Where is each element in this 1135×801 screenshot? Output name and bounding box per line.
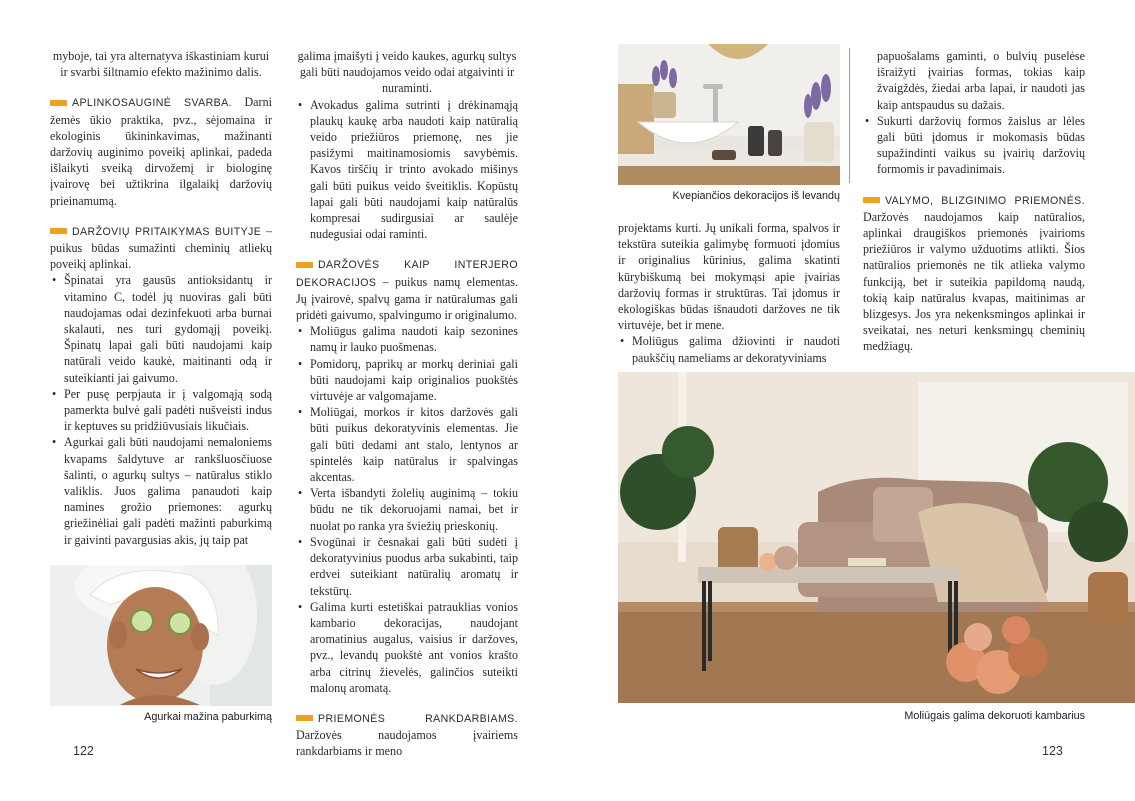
accent-bar bbox=[863, 197, 880, 203]
section-cleaning bbox=[863, 192, 1085, 355]
accent-bar bbox=[296, 262, 313, 268]
list-item: • Verta išbandyti žolelių auginimą – tokiu būdu ne tik dekoruojami namai, bet ir nuolat po ranka yra šviežių prieskonių. bbox=[296, 485, 518, 534]
page-number: 123 bbox=[1042, 744, 1063, 758]
list-item: • Špinatai yra gausūs antioksidantų ir vitamino C, todėl jų nuoviras gali būti naudojamas odai dezinfekuoti arba burnai skalauti, nes turi gydomąjį poveikį. Špinatų lapai gali būti naudojami kaip natūrali veido kaukė, maitinanti odą ir suteikianti jai gaivumo. bbox=[50, 272, 272, 385]
section-heading: PRIEMONĖS RANKDARBIAMS. bbox=[318, 712, 518, 725]
section-environmental bbox=[50, 94, 272, 208]
accent-bar bbox=[50, 228, 67, 234]
household-list bbox=[50, 272, 272, 547]
section-text: – puikus namų elementas. Jų įvairovė, spalvų gama ir natūralumas gali pridėti gaivumo, spalvingumo ir originalumo. bbox=[296, 274, 518, 323]
column-2 bbox=[296, 48, 518, 760]
section-heading: VALYMO, BLIZGINIMO PRIEMONĖS. bbox=[885, 194, 1085, 207]
section-heading: DARŽOVIŲ PRITAIKYMAS BUITYJE bbox=[72, 225, 262, 238]
section-household bbox=[50, 223, 272, 273]
lavender-bathroom-illustration bbox=[618, 44, 840, 185]
section-text: Daržovės naudojamos įvairiems rankdarbiams ir meno bbox=[296, 728, 518, 759]
section-text: Darni žemės ūkio praktika, pvz., sėjomaina ir ekologinis ūkininkavimas, mažinanti daržovių auginimo poveikį aplinkai, padeda išlaikyti sveiką dirvožemį ir biologinę įvairovę bei užtikrina ilgalaikį daržovių prieinamumą. bbox=[50, 95, 272, 208]
page-number: 122 bbox=[73, 744, 94, 758]
section-heading: APLINKOSAUGINĖ SVARBA. bbox=[72, 97, 232, 110]
column-divider bbox=[849, 48, 850, 183]
caption-cucumber: Agurkai mažina paburkimą bbox=[144, 711, 272, 723]
intro-paragraph: myboje, tai yra alternatyva iškastiniam kurui ir svarbi šiltnamio efekto mažinimo dalis. bbox=[52, 49, 270, 80]
cucumber-mask-illustration bbox=[50, 565, 272, 706]
caption-lavender: Kvepiančios dekoracijos iš levandų bbox=[672, 190, 840, 202]
list-item: papuošalams gaminti, o bulvių puselėse išraižyti įvairias formas, tokias kaip žvaigždės, žiedai arba lapai, ir naudoti jas kaip antspaudus su dažais. bbox=[877, 49, 1085, 112]
list-item: • Agurkai gali būti naudojami nemaloniems kvapams šaldytuve ar rankšluosčiuose šalinti, o agurkų sultys – natūralus stiklo valiklis. Juos galima panaudoti kaip namines grožio priemones: agurkų griežinėliai gali padėti mažinti paburkimą ir gaivinti pavargusias akis, jų taip pat bbox=[50, 434, 272, 547]
column-3 bbox=[618, 220, 840, 366]
list-item: • Sukurti daržovių formos žaislus ar lėles gali būti įdomus ir mokomasis būdas supažindinti vaikus su įvairių daržovių formomis ir pavadinimais. bbox=[863, 113, 1085, 178]
list-item: • Svogūnai ir česnakai gali būti sudėti į dekoratyvinius puodus arba sukabinti, taip erdvei suteikiant natūralių aromatų ir tekstūrų. bbox=[296, 534, 518, 599]
living-room-illustration bbox=[618, 372, 1135, 703]
accent-bar bbox=[296, 715, 313, 721]
list-item: • Moliūgai, morkos ir kitos daržovės gali būti puikus dekoratyvinis elementas. Jie gali būti dedami ant stalo, lentynos ar spintelės kaip natūralus ir spalvingas akcentas. bbox=[296, 404, 518, 485]
continued-text: galima įmaišyti į veido kaukes, agurkų sultys gali būti naudojamos veido odai atgaivinti ir nuraminti. bbox=[297, 49, 517, 96]
section-text: Daržovės naudojamos kaip natūralios, aplinkai draugiškos priemonės įvairioms priežiūros ir valymo užduotims atlikti. Šios natūralios priemonės ne tik atlieka valymo funkciją, bet ir suteikia papildomą naudą, tokią kaip natūralus kvapas, maitinimas ar blizgesys. Jos yra nekenksmingos aplinkai ir sveikatai, nes neturi kenksmingų cheminių medžiagų. bbox=[863, 209, 1085, 354]
section-heading: DARŽOVĖS KAIP INTERJERO DEKORACIJOS bbox=[296, 259, 518, 289]
crafts-continued: projektams kurti. Jų unikali forma, spalvos ir tekstūra suteikia galimybę formuoti įdomius ir originalius kūrinius, galima skatinti kūrybiškumą bei mokymąsi apie įvairias daržovių formas ir struktūras. Tai įdomus ir ekologiškas būdas išnaudoti daržoves ne tik virtuvėje, bet ir mene. bbox=[618, 221, 840, 333]
interior-list bbox=[296, 323, 518, 696]
list-item: • Galima kurti estetiškai patrauklias vonios kambario dekoracijas, naudojant aromatinius augalus, vaisius ir daržoves, pvz., levandų puokštė ant vonios krašto arba citrinų žievelės, galinčios suteikti malonų aromatą. bbox=[296, 599, 518, 696]
crafts-list bbox=[618, 333, 840, 365]
photo-cucumber-mask bbox=[50, 565, 272, 706]
section-interior bbox=[296, 256, 518, 323]
section-text: – puikus būdas sumažinti cheminių atliekų poveikį aplinkai. bbox=[50, 223, 273, 272]
list-item: • Moliūgus galima džiovinti ir naudoti paukščių nameliams ar dekoratyviniams bbox=[618, 333, 840, 365]
list-item: • Per pusę perpjauta ir į valgomąją sodą pamerkta bulvė gali padėti nušveisti indus ir keptuves su pridžiūvusiais likučiais. bbox=[50, 386, 272, 435]
caption-living-room: Moliūgais galima dekoruoti kambarius bbox=[904, 710, 1085, 722]
list-item: • Avokadus galima sutrinti į drėkinamąją plaukų kaukę arba naudoti kaip natūralią veido priežiūros priemonę, nes jie pasižymi maitinamosiomis savybėmis. Kavos tirščių ir trinto avokado mišinys gali būti puikus veido šveitiklis. Kopūstų lapai gali būti naudojami kaip natūralūs kompresai sudirgusiai ar saulėje nudegusiai odai raminti. bbox=[296, 97, 518, 243]
left-page bbox=[0, 0, 567, 801]
avocado-list bbox=[296, 97, 518, 243]
column-4 bbox=[863, 48, 1085, 355]
list-item: • Pomidorų, paprikų ar morkų deriniai gali būti naudojami kaip originalios puokštės virtuvėje ar valgomajame. bbox=[296, 356, 518, 405]
photo-lavender-bathroom bbox=[618, 44, 840, 185]
photo-living-room bbox=[618, 372, 1135, 703]
column-1 bbox=[50, 48, 272, 548]
list-item: • Moliūgus galima naudoti kaip sezonines namų ir lauko puošmenas. bbox=[296, 323, 518, 355]
section-crafts bbox=[296, 710, 518, 760]
accent-bar bbox=[50, 100, 67, 106]
crafts-list-continued bbox=[863, 48, 1085, 178]
